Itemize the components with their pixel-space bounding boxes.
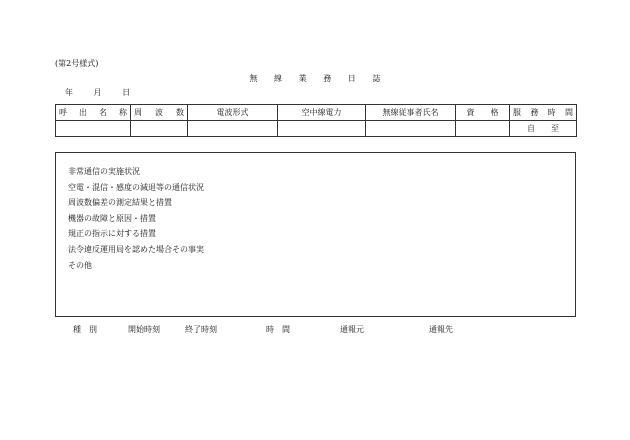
footer-label-reported-to: 通報先 <box>429 325 453 334</box>
list-item: その他 <box>68 260 92 270</box>
footer-label-start-time: 開始時刻 <box>128 325 160 334</box>
list-item: 周波数偏差の測定結果と措置 <box>68 198 172 208</box>
cell-emission-type[interactable] <box>188 121 278 137</box>
list-item: 空電・混信・感度の減退等の通信状況 <box>68 182 204 192</box>
notes-list <box>68 164 204 273</box>
table-header-row <box>56 105 577 121</box>
table-row <box>56 121 577 137</box>
cell-frequency[interactable] <box>131 121 188 137</box>
header-duty-time: 服務時間 <box>510 105 577 121</box>
cell-call-name[interactable] <box>56 121 131 137</box>
cell-antenna-power[interactable] <box>278 121 366 137</box>
list-item: 機器の故障と原因・措置 <box>68 213 156 223</box>
form-number: (第2号様式) <box>55 59 99 68</box>
date-month-label: 月 <box>93 88 102 97</box>
date-day-label: 日 <box>122 88 131 97</box>
header-emission-type: 電波形式 <box>188 105 278 121</box>
header-frequency: 周波数 <box>131 105 188 121</box>
date-line <box>65 87 130 98</box>
footer-label-reported-from: 通報元 <box>340 325 364 334</box>
header-operator-name: 無線従事者氏名 <box>366 105 456 121</box>
cell-operator-name[interactable] <box>366 121 456 137</box>
footer-label-type: 種 別 <box>73 325 97 334</box>
cell-qualification[interactable] <box>456 121 510 137</box>
list-item: 法令違反運用局を認めた場合その事実 <box>68 244 204 254</box>
header-call-name: 呼出名称 <box>56 105 131 121</box>
date-year-label: 年 <box>65 88 73 97</box>
document-title: 無 線 業 務 日 誌 <box>249 74 381 83</box>
notes-box <box>55 152 576 317</box>
list-item: 規正の指示に対する措置 <box>68 229 156 239</box>
header-qualification: 資 格 <box>456 105 510 121</box>
station-info-table <box>55 104 577 137</box>
list-item: 非常通信の実施状況 <box>68 167 140 176</box>
header-antenna-power: 空中線電力 <box>278 105 366 121</box>
footer-label-end-time: 終了時刻 <box>185 325 217 334</box>
footer-label-duration: 時 間 <box>266 325 290 334</box>
cell-duty-time[interactable]: 自 至 <box>510 121 577 137</box>
